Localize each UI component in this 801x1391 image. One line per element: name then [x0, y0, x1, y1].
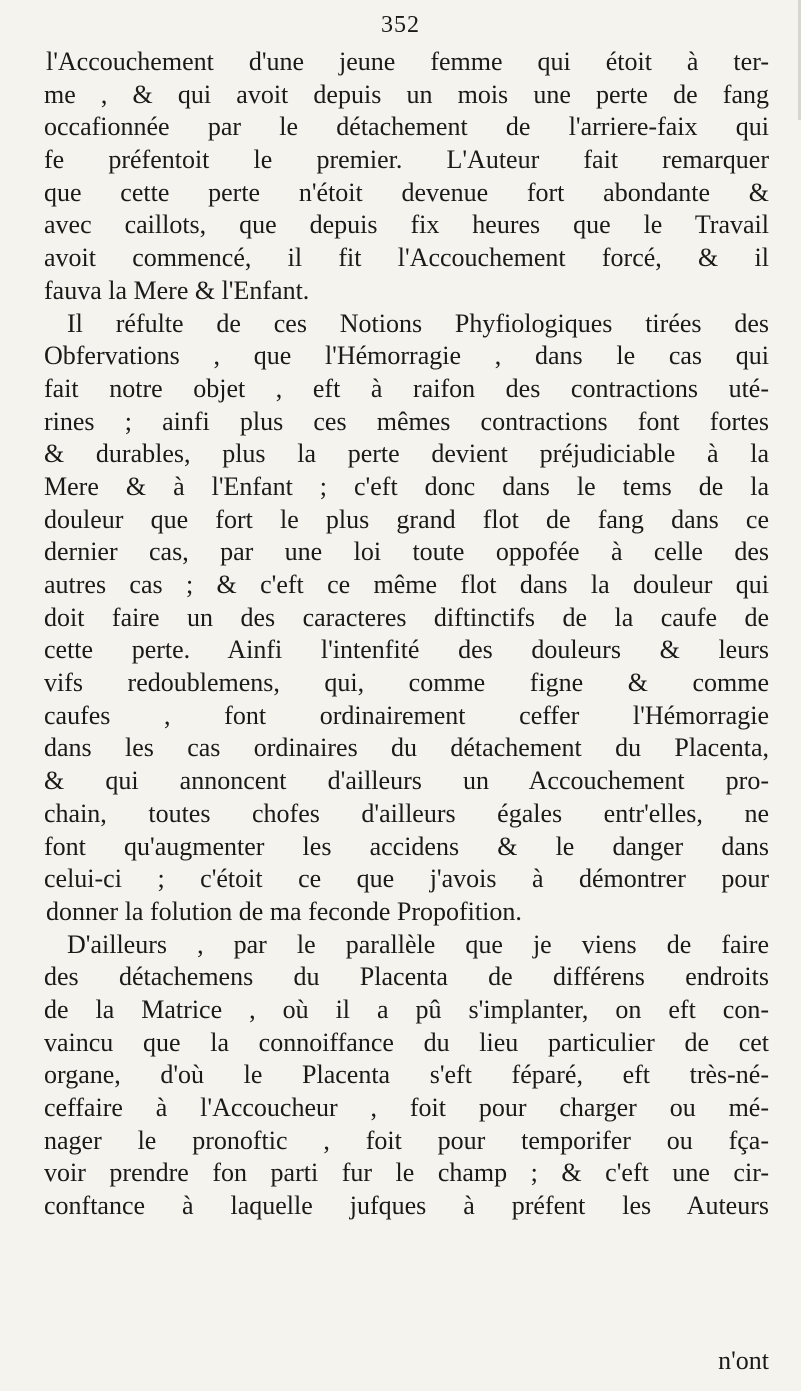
text-line: & qui annoncent d'ailleurs un Accouchement pro-: [44, 766, 769, 796]
text-line: donner la folution de ma feconde Propofition.: [46, 896, 522, 926]
text-line: fait notre objet , eft à raifon des contractions uté-: [44, 373, 769, 403]
text-line: me , & qui avoit depuis un mois une perte de fang: [44, 79, 769, 109]
text-line: dernier cas, par une loi toute oppofée à celle des: [44, 537, 769, 567]
text-line: vifs redoublemens, qui, comme figne & comme: [44, 668, 769, 698]
text-line: Mere & à l'Enfant ; c'eft donc dans le tems de la: [44, 471, 769, 501]
text-line: dans les cas ordinaires du détachement du Placenta,: [44, 733, 769, 763]
text-line: Obfervations , que l'Hémorragie , dans le cas qui: [44, 341, 769, 371]
text-line: cette perte. Ainfi l'intenfité des douleurs & leurs: [44, 635, 769, 665]
text-line: nager le pronoftic , foit pour temporifer ou fça-: [44, 1125, 769, 1155]
text-line: avoit commencé, il fit l'Accouchement forcé, & il: [44, 243, 769, 273]
text-line: des détachemens du Placenta de différens endroits: [44, 962, 769, 992]
text-line: chain, toutes chofes d'ailleurs égales entr'elles, ne: [44, 798, 769, 828]
catchword: n'ont: [718, 1346, 769, 1375]
text-line: D'ailleurs , par le parallèle que je viens de faire: [67, 929, 769, 959]
text-line: fauva la Mere & l'Enfant.: [44, 275, 310, 305]
text-line: autres cas ; & c'eft ce même flot dans la douleur qui: [44, 570, 769, 599]
text-line: de la Matrice , où il a pû s'implanter, on eft con-: [44, 994, 769, 1024]
text-line: caufes , font ordinairement ceffer l'Hémorragie: [44, 700, 769, 730]
text-line: celui-ci ; c'étoit ce que j'avois à démontrer pour: [44, 864, 769, 894]
text-line: douleur que fort le plus grand flot de fang dans ce: [44, 504, 769, 534]
text-line: font qu'augmenter les accidens & le danger dans: [44, 831, 769, 861]
text-line: ceffaire à l'Accoucheur , foit pour charger ou mé-: [44, 1093, 769, 1122]
text-line: l'Accouchement d'une jeune femme qui étoit à ter-: [46, 47, 769, 76]
text-line: avec caillots, que depuis fix heures que le Travail: [44, 210, 769, 240]
text-line: organe, d'où le Placenta s'eft féparé, eft très-né-: [44, 1060, 769, 1090]
text-line: voir prendre fon parti fur le champ ; & c'eft une cir-: [44, 1158, 769, 1188]
page-number: 352: [381, 12, 420, 38]
text-line: vaincu que la connoiffance du lieu particulier de cet: [44, 1027, 769, 1057]
text-line: rines ; ainfi plus ces mêmes contractions font fortes: [44, 406, 769, 436]
text-line: occafionnée par le détachement de l'arriere-faix qui: [44, 112, 769, 142]
text-line: doit faire un des caracteres diftinctifs de la caufe de: [44, 602, 769, 632]
text-line: Il réfulte de ces Notions Phyfiologiques tirées des: [67, 308, 769, 338]
text-line: & durables, plus la perte devient préjudiciable à la: [44, 439, 769, 469]
text-line: conftance à laquelle jufques à préfent les Auteurs: [44, 1191, 769, 1221]
text-line: fe préfentoit le premier. L'Auteur fait remarquer: [44, 145, 769, 175]
text-line: que cette perte n'étoit devenue fort abondante &: [44, 177, 769, 207]
body-text: [44, 46, 769, 1223]
